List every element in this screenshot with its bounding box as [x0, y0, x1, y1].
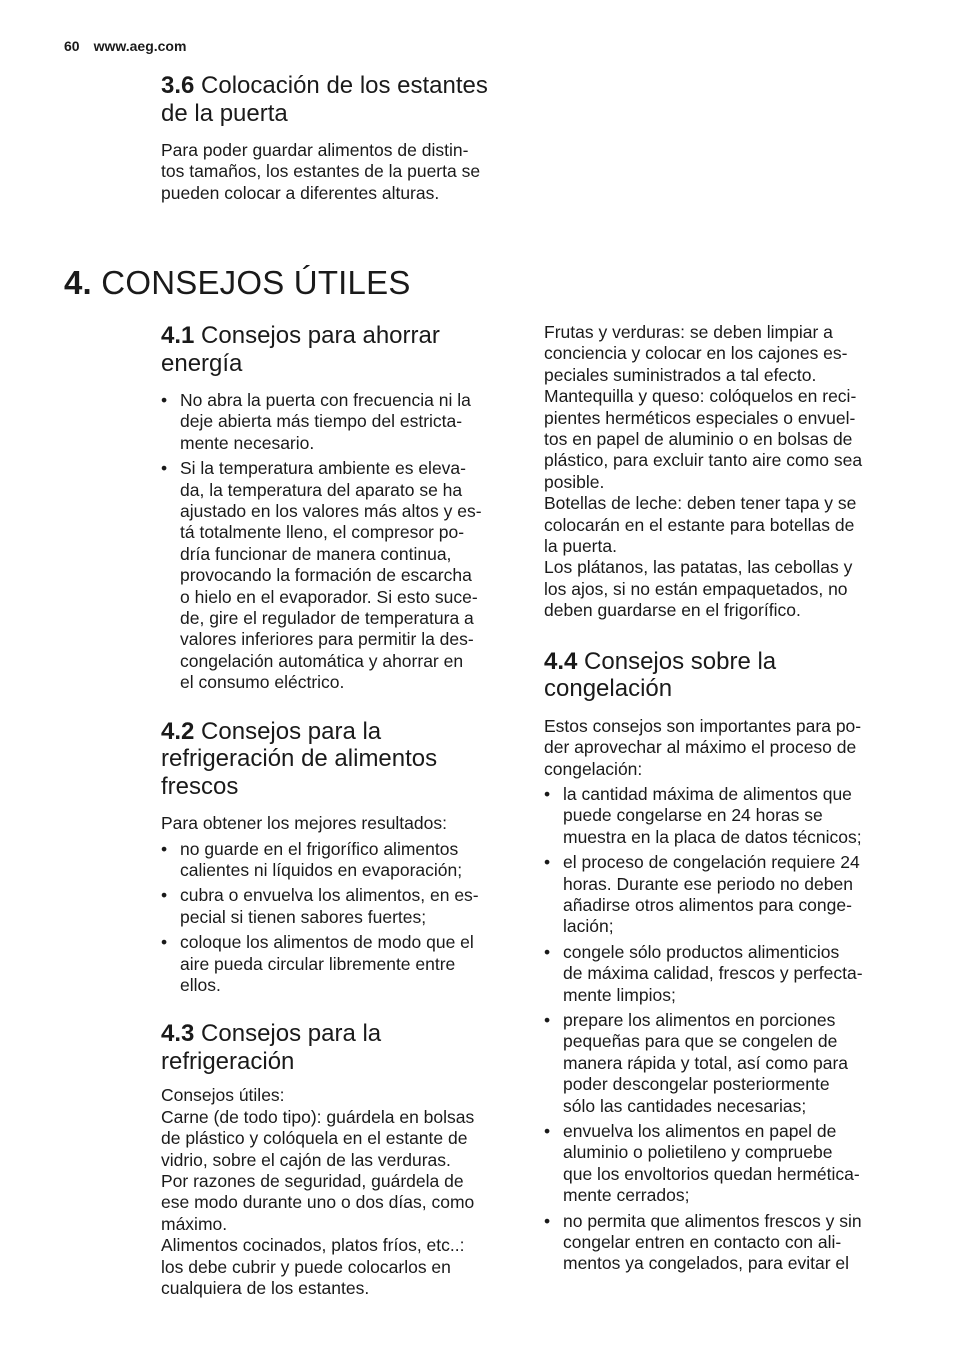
text-line: no guarde en el frigorífico alimentos — [180, 838, 459, 859]
text-line: dría funcionar de manera continua, — [180, 543, 452, 564]
text-line: congelación automática y ahorrar en — [180, 650, 464, 671]
text-line: valores inferiores para permitir la des- — [180, 629, 474, 650]
text-line: congele sólo productos alimenticios — [563, 941, 840, 962]
text-line: Para poder guardar alimentos de distin- — [161, 140, 469, 160]
section-4-4-list — [544, 784, 904, 1275]
text-line: de plástico y colóquela en el estante de — [161, 1128, 468, 1149]
text-line: pueden colocar a diferentes alturas. — [161, 182, 440, 203]
page-header — [64, 38, 186, 54]
text-line: el consumo eléctrico. — [180, 672, 345, 693]
list-item — [161, 839, 521, 882]
text-line: posible. — [544, 471, 605, 492]
title-line: de la puerta — [161, 99, 288, 127]
text-line: colocarán en el estante para botellas de — [544, 514, 855, 535]
text-line: la cantidad máxima de alimentos que — [563, 783, 852, 804]
list-item — [544, 1211, 904, 1275]
list-item — [544, 1121, 904, 1207]
text-line: Los plátanos, las patatas, las cebollas y — [544, 557, 853, 578]
list-item — [544, 942, 904, 1006]
text-line: Botellas de leche: deben tener tapa y se — [544, 493, 857, 514]
text-line: añadirse otros alimentos para conge- — [563, 894, 852, 915]
text-line: envuelva los alimentos en papel de — [563, 1121, 837, 1141]
left-column — [161, 322, 521, 1300]
text-line: de, gire el regulador de temperatura a — [180, 608, 474, 629]
text-line: sólo las cantidades necesarias; — [563, 1095, 807, 1116]
text-line: lación; — [563, 916, 614, 937]
text-line: los debe cubrir y puede colocarlos en — [161, 1256, 451, 1277]
section-3-6-title — [161, 72, 541, 127]
text-line: congelar entren en contacto con ali- — [563, 1232, 842, 1253]
text-line: mente necesario. — [180, 432, 315, 453]
text-line: mentos ya congelados, para evitar el — [563, 1253, 849, 1274]
section-4-2-intro: Para obtener los mejores resultados: — [161, 813, 447, 834]
text-line: pecial si tienen sabores fuertes; — [180, 906, 427, 927]
text-line: muestra en la placa de datos técnicos; — [563, 826, 862, 847]
section-number: 4.3 — [161, 1020, 195, 1048]
list-item — [161, 390, 521, 454]
text-line: coloque los alimentos de modo que el — [180, 932, 474, 953]
text-line: Alimentos cocinados, platos fríos, etc..: — [161, 1235, 465, 1256]
text-line: Carne (de todo tipo): guárdela en bolsas — [161, 1106, 475, 1127]
text-line: provocando la formación de escarcha — [180, 565, 472, 586]
text-line: prepare los alimentos en porciones — [563, 1009, 836, 1030]
text-line: congelación: — [544, 758, 643, 779]
text-line: Mantequilla y queso: colóquelos en reci- — [544, 386, 857, 407]
text-line: Frutas y verduras: se deben limpiar a — [544, 322, 833, 342]
text-line: Estos consejos son importantes para po- — [544, 715, 862, 736]
list-item — [161, 458, 521, 693]
section-4-1-list — [161, 390, 521, 694]
chapter-title — [64, 264, 664, 302]
chapter-title-text: CONSEJOS ÚTILES — [101, 264, 411, 301]
right-column — [544, 322, 904, 1279]
section-number: 4.4 — [544, 647, 578, 675]
text-line: no permita que alimentos frescos y sin — [563, 1210, 862, 1231]
text-line: aire pueda circular libremente entre — [180, 953, 456, 974]
text-line: ajustado en los valores más altos y es- — [180, 501, 482, 522]
section-3-6-text — [161, 140, 541, 204]
text-line: deben guardarse en el frigorífico. — [544, 600, 801, 621]
title-line: Consejos para la — [201, 1020, 382, 1048]
list-item — [161, 885, 521, 928]
text-line: máximo. — [161, 1213, 228, 1234]
text-line: que los envoltorios quedan hermética- — [563, 1163, 860, 1184]
text-line: los ajos, si no están empaquetados, no — [544, 578, 848, 599]
title-line: congelación — [544, 675, 673, 703]
text-line: o hielo en el evaporador. Si esto suce- — [180, 586, 478, 607]
text-line: la puerta. — [544, 536, 617, 557]
text-line: pequeñas para que se congelen de — [563, 1031, 838, 1052]
title-line: frescos — [161, 772, 239, 800]
text-line: Por razones de seguridad, guárdela de — [161, 1171, 464, 1192]
title-line: refrigeración — [161, 1047, 295, 1075]
text-line: vidrio, sobre el cajón de las verduras. — [161, 1149, 451, 1170]
section-4-2-title — [161, 718, 521, 801]
title-line: Consejos para la — [201, 717, 382, 745]
list-item — [161, 932, 521, 996]
title-line: Consejos para ahorrar — [201, 322, 440, 349]
text-line: No abra la puerta con frecuencia ni la — [180, 390, 471, 410]
title-line: refrigeración de alimentos — [161, 745, 438, 773]
section-number: 4.2 — [161, 717, 195, 745]
text-line: cualquiera de los estantes. — [161, 1278, 370, 1299]
text-line: conciencia y colocar en los cajones es- — [544, 343, 848, 364]
section-4-2-list — [161, 839, 521, 997]
text-line: Si la temperatura ambiente es eleva- — [180, 458, 466, 479]
text-line: der aprovechar al máximo el proceso de — [544, 737, 857, 758]
chapter-4 — [64, 264, 664, 302]
title-line: Consejos sobre la — [584, 647, 777, 675]
section-number: 3.6 — [161, 72, 195, 99]
text-line: ellos. — [180, 975, 221, 996]
chapter-number: 4. — [64, 264, 92, 301]
title-line: energía — [161, 349, 243, 377]
text-line: de máxima calidad, frescos y perfecta- — [563, 963, 863, 984]
text-line: tá totalmente lleno, el compresor po- — [180, 522, 465, 543]
text-line: deje abierta más tiempo del estricta- — [180, 411, 463, 432]
text-line: ese modo durante uno o dos días, como — [161, 1192, 475, 1213]
text-line: pientes herméticos especiales o envuel- — [544, 407, 856, 428]
text-line: mente limpios; — [563, 984, 676, 1005]
section-number: 4.1 — [161, 322, 195, 349]
section-3-6 — [161, 72, 541, 204]
text-line: plástico, para excluir tanto aire como sea — [544, 450, 863, 471]
text-line: horas. Durante ese periodo no deben — [563, 873, 853, 894]
section-4-4-intro — [544, 716, 904, 780]
text-line: Consejos útiles: — [161, 1085, 285, 1106]
text-line: manera rápida y total, así como para — [563, 1052, 849, 1073]
section-4-1-title — [161, 322, 521, 377]
text-line: mente cerrados; — [563, 1185, 690, 1206]
list-item — [544, 852, 904, 938]
text-line: cubra o envuelva los alimentos, en es- — [180, 885, 479, 906]
section-4-4-title — [544, 648, 904, 703]
text-line: poder descongelar posteriormente — [563, 1074, 830, 1095]
list-item — [544, 1010, 904, 1117]
text-line: el proceso de congelación requiere 24 — [563, 852, 860, 873]
text-line: calientes ni líquidos en evaporación; — [180, 860, 463, 880]
title-line: Colocación de los estantes — [201, 72, 488, 99]
text-line: da, la temperatura del aparato se ha — [180, 479, 463, 500]
section-4-3-title — [161, 1020, 521, 1075]
section-4-3-text — [161, 1085, 521, 1299]
page-number: 60 — [64, 38, 80, 54]
website-url: www.aeg.com — [93, 38, 187, 54]
text-line: tos en papel de aluminio o en bolsas de — [544, 429, 853, 450]
text-line: peciales suministrados a tal efecto. — [544, 364, 817, 385]
text-line: aluminio o polietileno y compruebe — [563, 1142, 833, 1163]
text-line: puede congelarse en 24 horas se — [563, 805, 823, 826]
section-4-3-continued — [544, 322, 904, 622]
text-line: tos tamaños, los estantes de la puerta se — [161, 161, 481, 182]
list-item — [544, 784, 904, 848]
